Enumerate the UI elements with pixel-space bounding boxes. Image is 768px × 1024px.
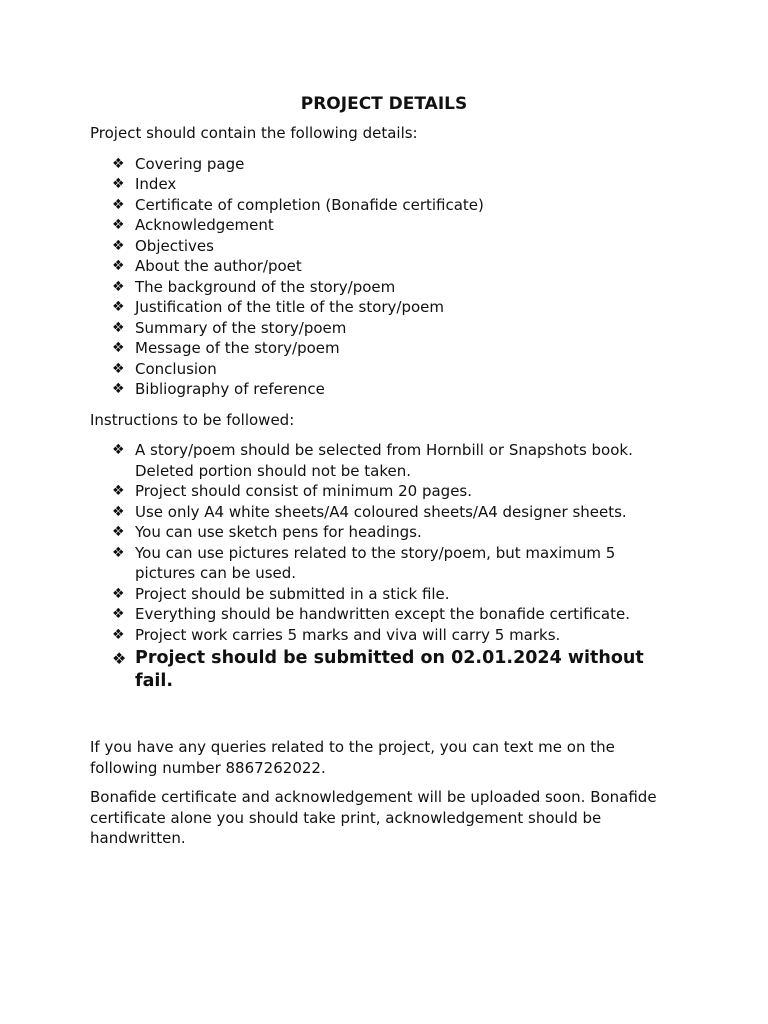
list-item: ❖ The background of the story/poem: [112, 277, 396, 296]
diamond-bullet-icon: ❖: [112, 381, 125, 397]
list-item: ❖ Certificate of completion (Bonafide certificate): [112, 195, 484, 214]
diamond-bullet-icon: ❖: [112, 606, 125, 622]
diamond-bullet-icon: ❖: [112, 299, 125, 315]
diamond-bullet-icon: ❖: [112, 483, 125, 499]
diamond-bullet-icon: ❖: [112, 503, 125, 520]
diamond-bullet-icon: ❖: [112, 360, 125, 377]
list-item: ❖ Conclusion: [112, 359, 217, 378]
page-title: PROJECT DETAILS: [300, 94, 468, 114]
diamond-bullet-icon: ❖: [112, 340, 125, 356]
list-item: ❖ Bibliography of reference: [112, 380, 325, 398]
queries-paragraph: If you have any queries related to the project, you can text me on the following number 8867262022.: [90, 738, 615, 777]
list-item: ❖ You can use pictures related to the story/poem, but maximum 5 pictures can be used.: [112, 543, 616, 582]
list-item: ❖ Project work carries 5 marks and viva will carry 5 marks.: [112, 625, 561, 644]
diamond-bullet-icon: ❖: [112, 155, 125, 172]
diamond-bullet-icon: ❖: [112, 442, 125, 458]
list-item: ❖ Covering page: [112, 154, 245, 173]
diamond-bullet-icon: ❖: [112, 585, 125, 602]
diamond-bullet-icon: ❖: [112, 626, 125, 643]
diamond-bullet-icon: ❖: [112, 544, 125, 561]
list-item: ❖ Summary of the story/poem: [112, 318, 347, 337]
instructions-list: [90, 440, 680, 693]
list-item: ❖ Project should consist of minimum 20 pages.: [112, 482, 473, 500]
details-intro: Project should contain the following details:: [90, 124, 418, 142]
details-list: [90, 154, 680, 400]
list-item: ❖ Message of the story/poem: [112, 339, 340, 357]
deadline-note: ❖ Project should be submitted on 02.01.2024 without fail.: [112, 648, 644, 691]
list-item: ❖ About the author/poet: [112, 257, 302, 275]
list-item: ❖ Objectives: [112, 236, 214, 255]
diamond-bullet-icon: ❖: [112, 196, 125, 213]
list-item: ❖ Use only A4 white sheets/A4 coloured sheets/A4 designer sheets.: [112, 502, 627, 521]
document-page: [90, 92, 680, 849]
diamond-bullet-icon: ❖: [112, 217, 125, 233]
diamond-bullet-icon: ❖: [112, 176, 125, 192]
bonafide-paragraph: Bonafide certificate and acknowledgement will be uploaded soon. Bonafide certificate alone you should take print, acknowledgement should be handwritten.: [90, 788, 657, 847]
instructions-heading: Instructions to be followed:: [90, 410, 295, 429]
diamond-bullet-icon: ❖: [112, 278, 125, 295]
list-item: ❖ Project should be submitted in a stick file.: [112, 584, 450, 603]
diamond-bullet-icon: ❖: [112, 319, 125, 336]
diamond-bullet-icon: ❖: [112, 258, 125, 274]
list-item: ❖ Index: [112, 175, 177, 193]
list-item: ❖ A story/poem should be selected from Hornbill or Snapshots book. Deleted portion should not be taken.: [112, 441, 633, 480]
diamond-bullet-icon: ❖: [112, 649, 127, 668]
list-item: ❖ Everything should be handwritten except the bonafide certificate.: [112, 605, 630, 623]
diamond-bullet-icon: ❖: [112, 237, 125, 254]
list-item: ❖ Justification of the title of the story/poem: [112, 298, 445, 316]
list-item: ❖ You can use sketch pens for headings.: [112, 523, 422, 541]
list-item: ❖ Acknowledgement: [112, 216, 274, 234]
diamond-bullet-icon: ❖: [112, 524, 125, 540]
